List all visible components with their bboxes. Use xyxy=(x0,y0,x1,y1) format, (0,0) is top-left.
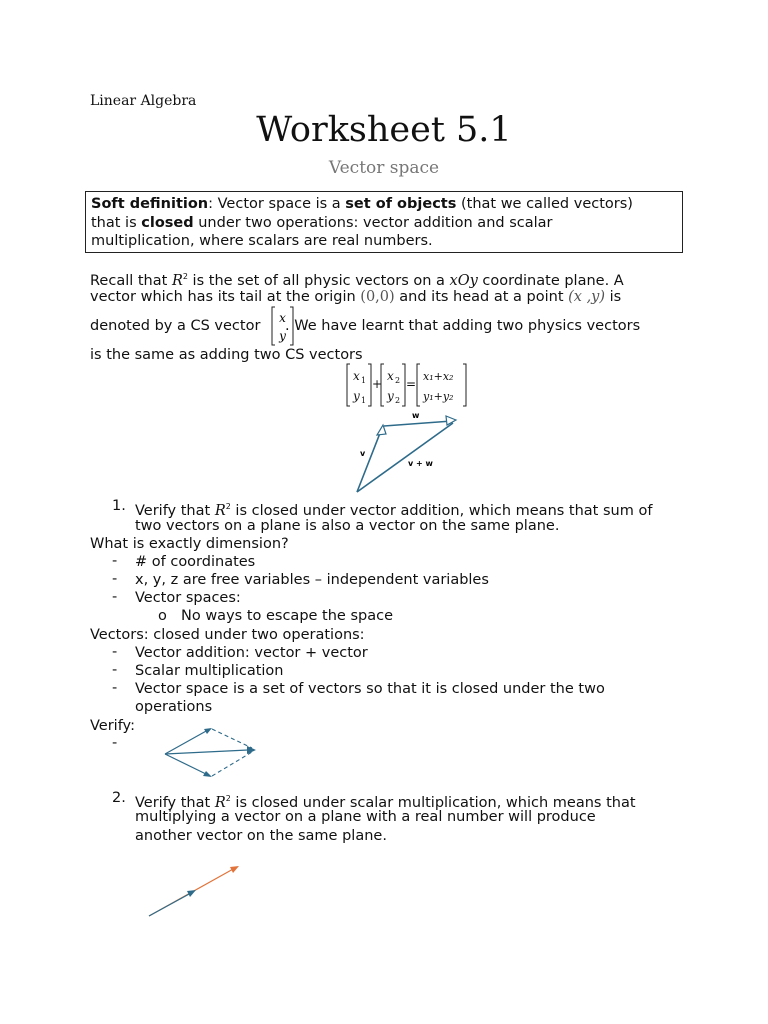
item-2-number: 2. xyxy=(112,790,126,806)
svg-text:y: y xyxy=(279,329,286,343)
svg-text:=: = xyxy=(406,377,417,391)
page-subtitle: Vector space xyxy=(328,158,440,178)
vectors-bullet-3-cont: operations xyxy=(135,699,213,715)
svg-text:y: y xyxy=(387,389,394,403)
svg-text:1: 1 xyxy=(361,396,367,405)
item-2-line-2: multiplying a vector on a plane with a real number will produce xyxy=(135,809,596,825)
item-1-number: 1. xyxy=(112,498,126,514)
sub-bullet-marker: o xyxy=(158,608,167,624)
item-2-line-3: another vector on the same plane. xyxy=(135,828,387,844)
dimension-bullet-3: Vector spaces: xyxy=(135,590,241,606)
vectors-bullet-3: Vector space is a set of vectors so that it is closed under the two xyxy=(135,681,605,697)
scalar-multiplication-diagram xyxy=(145,860,245,920)
recall-line-4: is the same as adding two CS vectors xyxy=(90,347,363,363)
dimension-bullet-2: x, y, z are free variables – independent variables xyxy=(135,572,489,588)
svg-text:y₁+y₂: y₁+y₂ xyxy=(423,390,454,403)
svg-text:x: x xyxy=(387,369,394,383)
svg-text:2: 2 xyxy=(395,376,401,385)
svg-text:2: 2 xyxy=(395,396,401,405)
vectors-bullet-1: Vector addition: vector + vector xyxy=(135,645,368,661)
bullet-dash: - xyxy=(112,589,118,605)
definition-box: Soft definition: Vector space is a set of objects (that we called vectors) that is closed under two operations: vector addition and scalar multiplication, where scalars are real numbers. xyxy=(85,191,683,253)
verify-label: Verify: xyxy=(90,718,135,734)
definition-term: Soft definition xyxy=(91,196,209,212)
svg-text:x₁+x₂: x₁+x₂ xyxy=(423,370,454,383)
verify-dash: - xyxy=(112,735,118,751)
label-v-plus-w: v + w xyxy=(408,459,433,468)
item-1-line-1: Verify that $R^2$ is closed under vector addition, which means that sum of xyxy=(135,502,653,519)
recall-line-2: vector which has its tail at the origin (0,0) and its head at a point (x ,y) is xyxy=(90,289,622,305)
svg-text:x: x xyxy=(279,311,286,325)
vector-addition-diagram xyxy=(350,408,465,496)
bullet-dash: - xyxy=(112,644,118,660)
page-title: Worksheet 5.1 xyxy=(256,110,512,150)
vectors-heading: Vectors: closed under two operations: xyxy=(90,627,365,643)
svg-text:+: + xyxy=(372,377,383,391)
recall-line-1: Recall that $R^2$ is the set of all physic vectors on a xOy coordinate plane. A xyxy=(90,272,624,289)
svg-text:x: x xyxy=(353,369,360,383)
bullet-dash: - xyxy=(112,571,118,587)
vectors-bullet-2: Scalar multiplication xyxy=(135,663,284,679)
item-2-line-1: Verify that $R^2$ is closed under scalar multiplication, which means that xyxy=(135,794,636,811)
bullet-dash: - xyxy=(112,662,118,678)
svg-text:1: 1 xyxy=(361,376,367,385)
svg-text:y: y xyxy=(353,389,360,403)
item-1-line-2: two vectors on a plane is also a vector on the same plane. xyxy=(135,518,560,534)
dimension-sub-bullet: No ways to escape the space xyxy=(181,608,393,624)
label-w: w xyxy=(412,411,420,420)
bullet-dash: - xyxy=(112,680,118,696)
course-name: Linear Algebra xyxy=(90,93,197,109)
parallelogram-diagram xyxy=(160,724,260,782)
vector-sum-equation xyxy=(344,362,470,408)
recall-line-3: denoted by a CS vector . We have learnt that adding two physics vectors xyxy=(90,318,641,334)
bullet-dash: - xyxy=(112,553,118,569)
dimension-bullet-1: # of coordinates xyxy=(135,554,256,570)
dimension-question: What is exactly dimension? xyxy=(90,536,289,552)
column-vector-xy xyxy=(270,305,296,347)
label-v: v xyxy=(360,449,366,458)
